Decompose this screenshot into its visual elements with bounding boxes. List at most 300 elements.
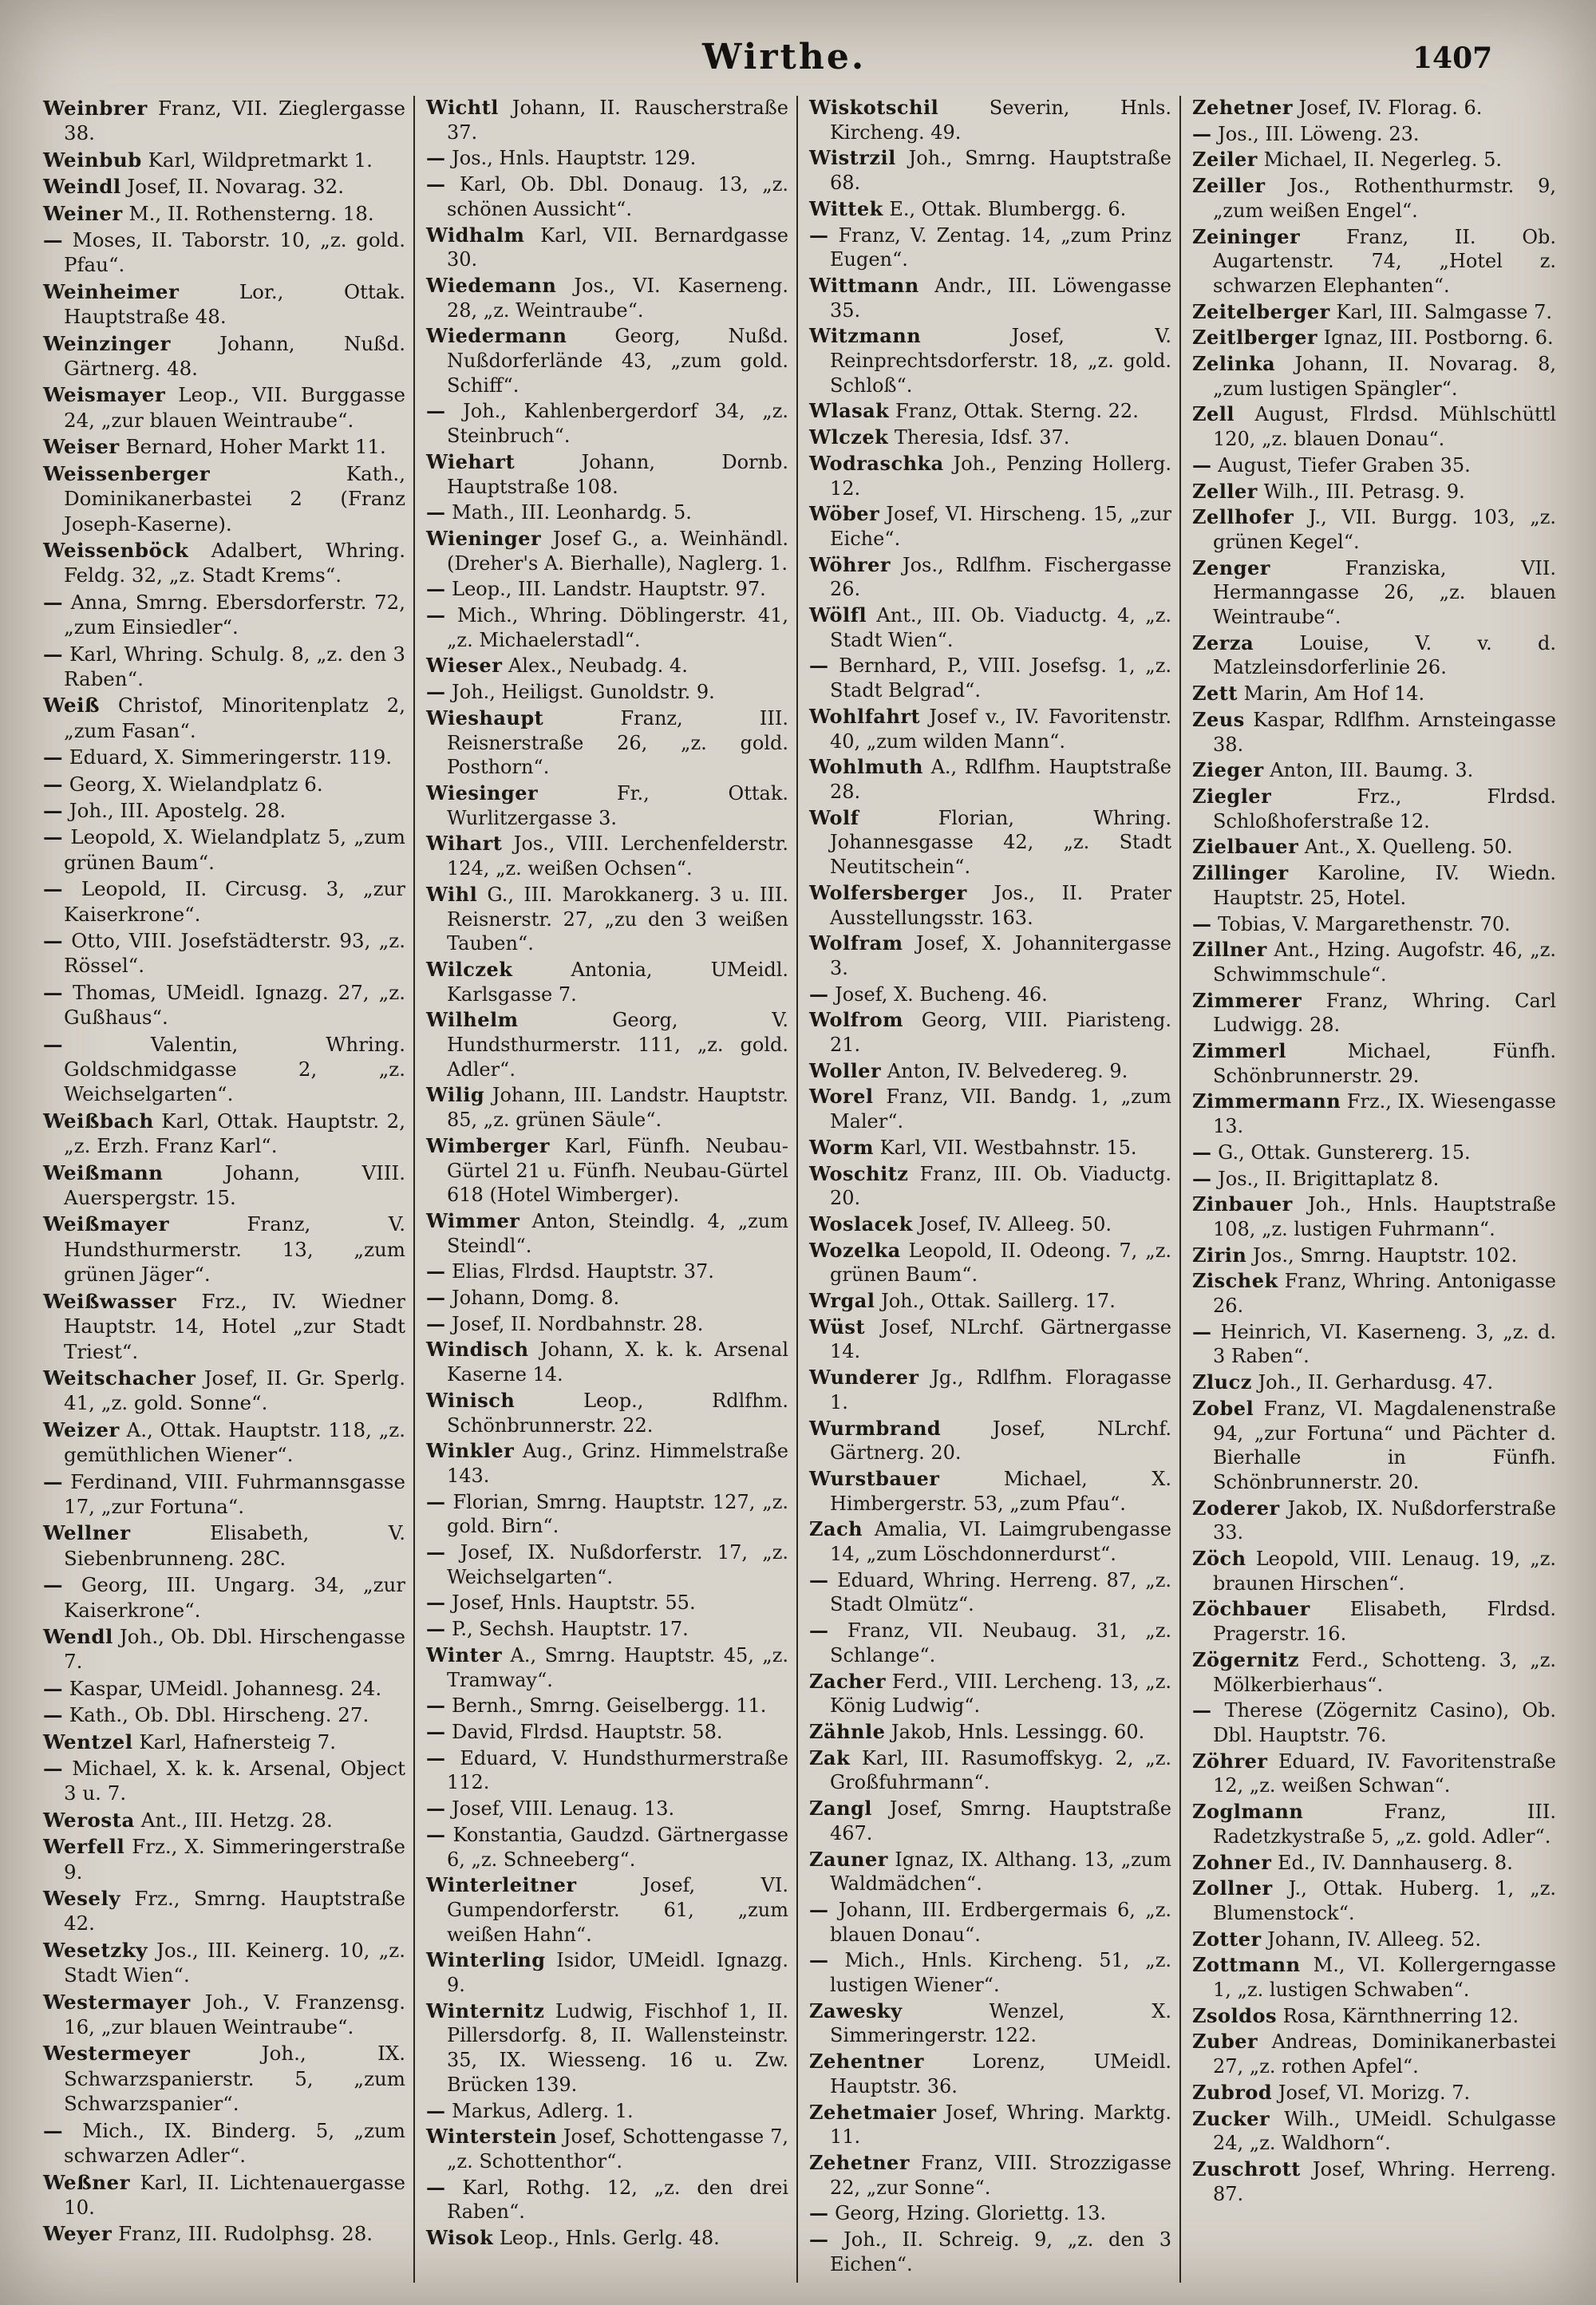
directory-entry: Zöchbauer Elisabeth, Flrdsd. Pragerstr. 16. bbox=[1192, 1597, 1556, 1646]
entry-surname: — bbox=[426, 1822, 446, 1846]
entry-surname: Weissenböck bbox=[43, 538, 189, 562]
directory-entry: — Leopold, X. Wielandplatz 5, „zum grünen Baum“. bbox=[43, 825, 405, 874]
directory-entry: Zöhrer Eduard, IV. Favoritenstraße 12, „z. weißen Schwan“. bbox=[1192, 1749, 1556, 1797]
entry-surname: Zoderer bbox=[1192, 1496, 1280, 1520]
entry-surname: — bbox=[43, 825, 63, 849]
directory-entry: Zehentner Lorenz, UMeidl. Hauptstr. 36. bbox=[809, 2050, 1171, 2097]
directory-entry: — Elias, Flrdsd. Hauptstr. 37. bbox=[426, 1259, 714, 1283]
directory-entry: Zeitlberger Ignaz, III. Postborng. 6. bbox=[1192, 326, 1554, 350]
directory-entry: Zehetmaier Josef, Whring. Marktg. 11. bbox=[809, 2100, 1171, 2149]
entry-surname: — bbox=[426, 1720, 446, 1743]
entry-surname: Wölfl bbox=[809, 603, 867, 627]
entry-surname: Wurstbauer bbox=[809, 1466, 940, 1490]
directory-entry: — Georg, Hzing. Gloriettg. 13. bbox=[809, 2201, 1107, 2225]
entry-surname: Zelinka bbox=[1192, 352, 1276, 376]
directory-entry: Winter A., Smrng. Hauptstr. 45, „z. Tramway“. bbox=[426, 1643, 788, 1691]
entry-surname: Wolfrom bbox=[809, 1008, 903, 1032]
entry-surname: Zeininger bbox=[1192, 224, 1301, 248]
directory-entry: Wesely Frz., Smrng. Hauptstraße 42. bbox=[43, 1887, 405, 1935]
entry-surname: Wihl bbox=[426, 882, 478, 906]
entry-surname: Wiedemann bbox=[426, 273, 557, 297]
directory-entry: Weismayer Leop., VII. Burggasse 24, „zur blauen Weintraube“. bbox=[43, 383, 405, 432]
directory-entry: Wiedemann Jos., VI. Kaserneng. 28, „z. Weintraube“. bbox=[426, 273, 788, 322]
entry-surname: — bbox=[426, 146, 446, 170]
entry-surname: Winterling bbox=[426, 1948, 546, 1972]
entry-surname: — bbox=[426, 1591, 446, 1615]
entry-surname: — bbox=[809, 2228, 829, 2252]
directory-entry: Zöch Leopold, VIII. Lenaug. 19, „z. braunen Hirschen“. bbox=[1192, 1547, 1556, 1595]
directory-entry: — August, Tiefer Graben 35. bbox=[1192, 453, 1471, 476]
column-3 bbox=[798, 96, 1181, 2283]
entry-surname: Zehetner bbox=[809, 2150, 910, 2174]
entry-surname: Wodraschka bbox=[809, 451, 944, 475]
entry-surname: — bbox=[426, 500, 446, 524]
entry-surname: — bbox=[43, 1469, 63, 1493]
entry-surname: Weißmayer bbox=[43, 1212, 170, 1236]
column-2 bbox=[415, 96, 798, 2283]
directory-entry: — Valentin, Whring. Goldschmidgasse 2, „z. Weichselgarten“. bbox=[43, 1032, 405, 1106]
entry-surname: — bbox=[426, 603, 446, 627]
page-number: 1407 bbox=[1412, 42, 1493, 75]
entry-surname: Wimmer bbox=[426, 1208, 520, 1232]
directory-entry: — Mich., Hnls. Kircheng. 51, „z. lustigen Wiener“. bbox=[809, 1948, 1171, 1997]
entry-surname: Weinbrer bbox=[43, 97, 148, 120]
directory-entry: Wöhrer Jos., Rdlfhm. Fischergasse 26. bbox=[809, 552, 1171, 601]
directory-entry: — Jos., III. Löweng. 23. bbox=[1192, 121, 1420, 145]
entry-surname: Weißmann bbox=[43, 1160, 164, 1184]
directory-entry: Weißbach Karl, Ottak. Hauptstr. 2, „z. Erzh. Franz Karl“. bbox=[43, 1109, 405, 1158]
directory-entry: — Joh., III. Apostelg. 28. bbox=[43, 798, 286, 822]
directory-entry: Werfell Frz., X. Simmeringerstraße 9. bbox=[43, 1835, 405, 1884]
entry-surname: Werfell bbox=[43, 1835, 125, 1859]
entry-surname: Weßner bbox=[43, 2170, 131, 2194]
entry-surname: Windisch bbox=[426, 1338, 529, 1362]
entry-surname: Wlczek bbox=[809, 425, 889, 449]
directory-entry: Wiskotschil Severin, Hnls. Kircheng. 49. bbox=[809, 96, 1171, 144]
entry-surname: — bbox=[43, 642, 63, 666]
directory-entry: — Joh., Heiligst. Gunoldstr. 9. bbox=[426, 680, 715, 704]
directory-entry: Woller Anton, IV. Belvedereg. 9. bbox=[809, 1058, 1128, 1082]
directory-entry: — Eduard, V. Hundsthurmerstraße 112. bbox=[426, 1746, 788, 1794]
entry-surname: Zellhofer bbox=[1192, 505, 1294, 529]
entry-surname: Witzmann bbox=[809, 324, 922, 348]
entry-surname: Zett bbox=[1192, 682, 1238, 706]
directory-entry: Zobel Franz, VI. Magdalenenstraße 94, „zur Fortuna“ und Pächter d. Bierhalle in Fünfh. Schönbrunnerstr. 20. bbox=[1192, 1396, 1556, 1493]
directory-entry: — Eduard, X. Simmeringerstr. 119. bbox=[43, 745, 393, 769]
entry-surname: — bbox=[426, 1286, 446, 1310]
directory-entry: Wurstbauer Michael, X. Himbergerstr. 53, „zum Pfau“. bbox=[809, 1466, 1171, 1515]
directory-entry: — Otto, VIII. Josefstädterstr. 93, „z. Rössel“. bbox=[43, 929, 405, 978]
directory-entry: Wunderer Jg., Rdlfhm. Floragasse 1. bbox=[809, 1366, 1171, 1413]
directory-entry: Zubrod Josef, VI. Morizg. 7. bbox=[1192, 2080, 1471, 2104]
entry-surname: Zell bbox=[1192, 402, 1235, 426]
entry-surname: Zauner bbox=[809, 1847, 888, 1871]
directory-entry: — Josef, X. Bucheng. 46. bbox=[809, 982, 1048, 1006]
entry-surname: — bbox=[43, 1676, 63, 1700]
directory-entry: — Kaspar, UMeidl. Johannesg. 24. bbox=[43, 1676, 382, 1700]
directory-entry: Zimmerl Michael, Fünfh. Schönbrunnerstr. 29. bbox=[1192, 1039, 1556, 1087]
directory-entry: Wimberger Karl, Fünfh. Neubau-Gürtel 21 u. Fünfh. Neubau-Gürtel 618 (Hotel Wimberger). bbox=[426, 1133, 788, 1207]
entry-surname: Wilig bbox=[426, 1083, 485, 1107]
entry-surname: Wurmbrand bbox=[809, 1416, 942, 1440]
directory-entry: — Kath., Ob. Dbl. Hirscheng. 27. bbox=[43, 1703, 369, 1727]
entry-surname: — bbox=[809, 223, 829, 247]
directory-entry: Zischek Franz, Whring. Antonigasse 26. bbox=[1192, 1269, 1556, 1318]
entry-surname: Zillner bbox=[1192, 938, 1267, 962]
directory-entry: — Josef, Hnls. Hauptstr. 55. bbox=[426, 1591, 696, 1615]
entry-surname: Zawesky bbox=[809, 1999, 903, 2022]
directory-entry: — Eduard, Whring. Herreng. 87, „z. Stadt Olmütz“. bbox=[809, 1568, 1171, 1616]
directory-entry: Wlczek Theresia, Idsf. 37. bbox=[809, 425, 1070, 449]
entry-surname: Zuber bbox=[1192, 2030, 1258, 2054]
entry-surname: Wilczek bbox=[426, 957, 513, 981]
entry-surname: — bbox=[426, 399, 446, 423]
entry-surname: Wohlmuth bbox=[809, 755, 923, 779]
column-1 bbox=[32, 96, 415, 2283]
entry-surname: Zeller bbox=[1192, 479, 1258, 503]
entry-surname: Westermayer bbox=[43, 1990, 191, 2014]
directory-entry: — Georg, III. Ungarg. 34, „zur Kaiserkrone“. bbox=[43, 1573, 405, 1622]
entry-surname: — bbox=[426, 680, 446, 704]
entry-surname: Zeitlberger bbox=[1192, 326, 1317, 350]
entry-surname: Weißbach bbox=[43, 1109, 154, 1133]
entry-surname: — bbox=[426, 1311, 446, 1335]
entry-surname: — bbox=[809, 1568, 829, 1591]
entry-surname: Zieger bbox=[1192, 758, 1264, 782]
directory-entry: Woslacek Josef, IV. Alleeg. 50. bbox=[809, 1212, 1112, 1236]
entry-surname: Wolf bbox=[809, 805, 859, 829]
entry-surname: Weismayer bbox=[43, 383, 166, 407]
page-header bbox=[0, 30, 1596, 86]
entry-surname: — bbox=[1192, 453, 1212, 476]
entry-surname: Wiskotschil bbox=[809, 96, 939, 119]
entry-surname: Weinheimer bbox=[43, 279, 180, 303]
directory-entry: Zillner Ant., Hzing. Augofstr. 46, „z. Schwimmschule“. bbox=[1192, 938, 1556, 986]
directory-entry: Weyer Franz, III. Rudolphsg. 28. bbox=[43, 2222, 373, 2246]
directory-entry: Zähnle Jakob, Hnls. Lessingg. 60. bbox=[809, 1720, 1145, 1743]
entry-surname: Weißwasser bbox=[43, 1289, 177, 1313]
entry-surname: Zeiller bbox=[1192, 174, 1266, 198]
directory-entry: Zeus Kaspar, Rdlfhm. Arnsteingasse 38. bbox=[1192, 707, 1556, 756]
entry-surname: Woschitz bbox=[809, 1161, 909, 1185]
entry-surname: — bbox=[43, 590, 63, 614]
entry-surname: — bbox=[426, 1489, 446, 1513]
directory-entry: Wieninger Josef G., a. Weinhändl. (Dreher's A. Bierhalle), Naglerg. 1. bbox=[426, 526, 788, 575]
entry-surname: Winternitz bbox=[426, 1999, 545, 2022]
directory-entry: Wolfrom Georg, VIII. Piaristeng. 21. bbox=[809, 1008, 1171, 1057]
entry-surname: Wesetzky bbox=[43, 1938, 148, 1962]
directory-entry: — Bernh., Smrng. Geiselbergg. 11. bbox=[426, 1694, 767, 1718]
directory-entry: — Johann, III. Erdbergermais 6, „z. blauen Donau“. bbox=[809, 1897, 1171, 1946]
entry-surname: Woller bbox=[809, 1058, 882, 1082]
entry-surname: — bbox=[426, 1617, 446, 1641]
entry-surname: Ziegler bbox=[1192, 784, 1272, 808]
entry-surname: Zeus bbox=[1192, 707, 1245, 731]
directory-entry: Weiser Bernard, Hoher Markt 11. bbox=[43, 435, 386, 459]
directory-entry: Weißwasser Frz., IV. Wiedner Hauptstr. 14, Hotel „zur Stadt Triest“. bbox=[43, 1289, 405, 1363]
directory-columns bbox=[32, 96, 1564, 2283]
entry-surname: Zak bbox=[809, 1746, 851, 1769]
entry-surname: Wieninger bbox=[426, 526, 542, 550]
directory-entry: Winterleitner Josef, VI. Gumpendorferstr. 61, „zum weißen Hahn“. bbox=[426, 1873, 788, 1946]
directory-entry: — Mich., IX. Binderg. 5, „zum schwarzen Adler“. bbox=[43, 2118, 405, 2168]
entry-surname: Wilhelm bbox=[426, 1008, 519, 1032]
directory-entry: Zeininger Franz, II. Ob. Augartenstr. 74, „Hotel z. schwarzen Elephanten“. bbox=[1192, 224, 1556, 297]
directory-entry: Wilhelm Georg, V. Hundsthurmerstr. 111, „z. gold. Adler“. bbox=[426, 1008, 788, 1081]
entry-surname: — bbox=[1192, 121, 1212, 145]
entry-surname: Zillinger bbox=[1192, 861, 1289, 885]
entry-surname: — bbox=[426, 577, 446, 601]
directory-entry: Wieser Alex., Neubadg. 4. bbox=[426, 654, 688, 678]
directory-entry: Witzmann Josef, V. Reinprechtsdorferstr. 18, „z. gold. Schloß“. bbox=[809, 324, 1171, 397]
directory-entry: Weinbrer Franz, VII. Zieglergasse 38. bbox=[43, 97, 405, 145]
entry-surname: Weinzinger bbox=[43, 331, 171, 355]
directory-entry: — Thomas, UMeidl. Ignazg. 27, „z. Gußhaus“. bbox=[43, 980, 405, 1030]
entry-surname: Wittek bbox=[809, 196, 883, 220]
directory-entry: — Leopold, II. Circusg. 3, „zur Kaiserkrone“. bbox=[43, 877, 405, 926]
directory-entry: Wilczek Antonia, UMeidl. Karlsgasse 7. bbox=[426, 957, 788, 1006]
entry-surname: Widhalm bbox=[426, 223, 525, 247]
directory-entry: Winterstein Josef, Schottengasse 7, „z. Schottenthor“. bbox=[426, 2125, 788, 2173]
directory-entry: Wichtl Johann, II. Rauscherstraße 37. bbox=[426, 96, 788, 144]
directory-entry: Wlasak Franz, Ottak. Sterng. 22. bbox=[809, 399, 1139, 423]
entry-surname: Zehetmaier bbox=[809, 2100, 937, 2124]
directory-entry: — Moses, II. Taborstr. 10, „z. gold. Pfau“. bbox=[43, 228, 405, 277]
directory-entry: Wozelka Leopold, II. Odeong. 7, „z. grünen Baum“. bbox=[809, 1238, 1171, 1287]
directory-entry: Wohlfahrt Josef v., IV. Favoritenstr. 40, „zum wilden Mann“. bbox=[809, 704, 1171, 753]
directory-entry: Weißmann Johann, VIII. Auerspergstr. 15. bbox=[43, 1160, 405, 1210]
directory-entry: Wolfersberger Jos., II. Prater Ausstellungsstr. 163. bbox=[809, 880, 1171, 929]
entry-surname: Wiesinger bbox=[426, 781, 539, 805]
entry-surname: Zach bbox=[809, 1517, 863, 1541]
directory-entry: Zimmermann Frz., IX. Wiesengasse 13. bbox=[1192, 1089, 1556, 1138]
directory-entry: Zinbauer Joh., Hnls. Hauptstraße 108, „z. lustigen Fuhrmann“. bbox=[1192, 1192, 1556, 1240]
directory-entry: Wieshaupt Franz, III. Reisnerstraße 26, „z. gold. Posthorn“. bbox=[426, 706, 788, 779]
entry-surname: Zlucz bbox=[1192, 1370, 1252, 1394]
entry-surname: Zöhrer bbox=[1192, 1749, 1268, 1773]
entry-surname: — bbox=[426, 172, 446, 196]
directory-entry: Wolfram Josef, X. Johannitergasse 3. bbox=[809, 931, 1171, 979]
directory-entry: Weßner Karl, II. Lichtenauergasse 10. bbox=[43, 2170, 405, 2219]
directory-entry: Zögernitz Ferd., Schotteng. 3, „z. Mölkerbierhaus“. bbox=[1192, 1647, 1556, 1696]
directory-entry: — Karl, Ob. Dbl. Donaug. 13, „z. schönen Aussicht“. bbox=[426, 172, 788, 220]
entry-surname: — bbox=[1192, 1140, 1212, 1164]
entry-surname: Wieser bbox=[426, 654, 503, 678]
entry-surname: — bbox=[1192, 1166, 1212, 1190]
entry-surname: Zischek bbox=[1192, 1269, 1278, 1293]
directory-entry: Weinbub Karl, Wildpretmarkt 1. bbox=[43, 148, 373, 172]
directory-entry: Wistrzil Joh., Smrng. Hauptstraße 68. bbox=[809, 146, 1171, 195]
directory-entry: Zoglmann Franz, III. Radetzkystraße 5, „z. gold. Adler“. bbox=[1192, 1800, 1556, 1848]
entry-surname: — bbox=[809, 2201, 829, 2225]
entry-surname: Zenger bbox=[1192, 555, 1270, 579]
directory-entry: — G., Ottak. Gunstererg. 15. bbox=[1192, 1140, 1471, 1164]
directory-entry: Winterling Isidor, UMeidl. Ignazg. 9. bbox=[426, 1948, 788, 1997]
entry-surname: Weiner bbox=[43, 201, 123, 225]
entry-surname: — bbox=[43, 980, 63, 1004]
page-title: Wirthe. bbox=[702, 37, 867, 77]
directory-entry: Wittmann Andr., III. Löwengasse 35. bbox=[809, 273, 1171, 322]
directory-entry: Zeitelberger Karl, III. Salmgasse 7. bbox=[1192, 299, 1552, 323]
entry-surname: — bbox=[43, 772, 63, 796]
directory-entry: Zenger Franziska, VII. Hermanngasse 26, „z. blauen Weintraube“. bbox=[1192, 555, 1556, 629]
directory-entry: Weindl Josef, II. Novarag. 32. bbox=[43, 175, 344, 199]
directory-entry: — Karl, Rothg. 12, „z. den drei Raben“. bbox=[426, 2175, 788, 2224]
directory-entry: Zottmann M., VI. Kollergerngasse 1, „z. lustigen Schwaben“. bbox=[1192, 1953, 1556, 2002]
entry-surname: — bbox=[1192, 1698, 1212, 1722]
entry-surname: Wozelka bbox=[809, 1238, 901, 1262]
directory-entry: Zawesky Wenzel, X. Simmeringerstr. 122. bbox=[809, 1999, 1171, 2047]
directory-entry: Zirin Jos., Smrng. Hauptstr. 102. bbox=[1192, 1243, 1518, 1267]
entry-surname: — bbox=[43, 1573, 63, 1597]
directory-entry: Zellhofer J., VII. Burgg. 103, „z. grünen Kegel“. bbox=[1192, 505, 1556, 553]
directory-entry: — Florian, Smrng. Hauptstr. 127, „z. gold. Birn“. bbox=[426, 1489, 788, 1538]
entry-surname: Zottmann bbox=[1192, 1953, 1301, 1977]
entry-surname: — bbox=[426, 1694, 446, 1718]
entry-surname: Wisok bbox=[426, 2226, 494, 2250]
directory-entry: Wimmer Anton, Steindlg. 4, „zum Steindl“. bbox=[426, 1208, 788, 1257]
directory-entry: Wilig Johann, III. Landstr. Hauptstr. 85, „z. grünen Säule“. bbox=[426, 1083, 788, 1132]
directory-entry: Zelinka Johann, II. Novarag. 8, „zum lustigen Spängler“. bbox=[1192, 352, 1556, 400]
directory-entry: Zieger Anton, III. Baumg. 3. bbox=[1192, 758, 1474, 782]
directory-entry: Wentzel Karl, Hafnersteig 7. bbox=[43, 1730, 336, 1753]
entry-surname: Zöchbauer bbox=[1192, 1597, 1310, 1621]
entry-surname: — bbox=[426, 1797, 446, 1821]
directory-entry: — Joh., Kahlenbergerdorf 34, „z. Steinbruch“. bbox=[426, 399, 788, 448]
entry-surname: — bbox=[43, 929, 63, 952]
directory-entry: Westermeyer Joh., IX. Schwarzspanierstr. 5, „zum Schwarzspanier“. bbox=[43, 2042, 405, 2116]
directory-entry: — Math., III. Leonhardg. 5. bbox=[426, 500, 692, 524]
entry-surname: Zotter bbox=[1192, 1927, 1262, 1951]
directory-entry: Windisch Johann, X. k. k. Arsenal Kaserne 14. bbox=[426, 1338, 788, 1386]
entry-surname: — bbox=[809, 654, 829, 678]
entry-surname: Zähnle bbox=[809, 1720, 886, 1743]
entry-surname: Weissenberger bbox=[43, 461, 211, 485]
directory-entry: Zerza Louise, V. v. d. Matzleinsdorferlinie 26. bbox=[1192, 631, 1556, 679]
entry-surname: Wunderer bbox=[809, 1366, 919, 1390]
directory-entry: Zotter Johann, IV. Alleeg. 52. bbox=[1192, 1927, 1482, 1951]
entry-surname: — bbox=[43, 1757, 63, 1780]
directory-entry: Zehetner Josef, IV. Florag. 6. bbox=[1192, 96, 1483, 119]
directory-entry: Worel Franz, VII. Bandg. 1, „zum Maler“. bbox=[809, 1085, 1171, 1133]
directory-entry: Worm Karl, VII. Westbahnstr. 15. bbox=[809, 1135, 1137, 1159]
entry-surname: Wendl bbox=[43, 1624, 113, 1648]
entry-surname: Zsoldos bbox=[1192, 2003, 1277, 2027]
directory-entry: Weiß Christof, Minoritenplatz 2, „zum Fasan“. bbox=[43, 694, 405, 742]
directory-entry: Wüst Josef, NLrchf. Gärtnergasse 14. bbox=[809, 1315, 1171, 1363]
entry-surname: — bbox=[426, 2098, 446, 2122]
directory-entry: Zuber Andreas, Dominikanerbastei 27, „z. rothen Apfel“. bbox=[1192, 2030, 1556, 2078]
directory-entry: Zsoldos Rosa, Kärnthnerring 12. bbox=[1192, 2003, 1519, 2027]
directory-entry: Wihl G., III. Marokkanerg. 3 u. III. Reisnerstr. 27, „zu den 3 weißen Tauben“. bbox=[426, 882, 788, 955]
directory-entry: — Franz, V. Zentag. 14, „zum Prinz Eugen“. bbox=[809, 223, 1171, 271]
entry-surname: Weizer bbox=[43, 1417, 120, 1441]
directory-entry: Ziegler Frz., Flrdsd. Schloßhoferstraße 12. bbox=[1192, 784, 1556, 832]
directory-entry: Wiehart Johann, Dornb. Hauptstraße 108. bbox=[426, 449, 788, 498]
directory-entry: Wrgal Joh., Ottak. Saillerg. 17. bbox=[809, 1289, 1116, 1313]
entry-surname: Wichtl bbox=[426, 96, 499, 119]
directory-entry: — Konstantia, Gaudzd. Gärtnergasse 6, „z. Schneeberg“. bbox=[426, 1822, 788, 1871]
entry-surname: Weindl bbox=[43, 175, 121, 199]
directory-entry: — Josef, IX. Nußdorferstr. 17, „z. Weichselgarten“. bbox=[426, 1540, 788, 1588]
directory-entry: — Johann, Domg. 8. bbox=[426, 1286, 620, 1310]
directory-entry: — David, Flrdsd. Hauptstr. 58. bbox=[426, 1720, 723, 1743]
directory-entry: Woschitz Franz, III. Ob. Viaductg. 20. bbox=[809, 1161, 1171, 1210]
entry-surname: Weyer bbox=[43, 2222, 113, 2246]
entry-surname: Wiedermann bbox=[426, 324, 567, 348]
directory-entry: Wodraschka Joh., Penzing Hollerg. 12. bbox=[809, 451, 1171, 500]
entry-surname: Zimmerer bbox=[1192, 988, 1302, 1012]
entry-surname: Zimmermann bbox=[1192, 1089, 1341, 1113]
directory-entry: Zucker Wilh., UMeidl. Schulgasse 24, „z. Waldhorn“. bbox=[1192, 2106, 1556, 2155]
entry-surname: Wohlfahrt bbox=[809, 704, 921, 728]
directory-entry: — Jos., Hnls. Hauptstr. 129. bbox=[426, 146, 697, 170]
entry-surname: Winterleitner bbox=[426, 1873, 577, 1897]
directory-entry: Wohlmuth A., Rdlfhm. Hauptstraße 28. bbox=[809, 755, 1171, 803]
directory-entry: — Jos., II. Brigittaplatz 8. bbox=[1192, 1166, 1440, 1190]
directory-entry: Zach Amalia, VI. Laimgrubengasse 14, „zum Löschdonnerdurst“. bbox=[809, 1517, 1171, 1566]
entry-surname: — bbox=[43, 745, 63, 769]
directory-entry: Weitschacher Josef, II. Gr. Sperlg. 41, „z. gold. Sonne“. bbox=[43, 1366, 405, 1415]
directory-entry: Weinheimer Lor., Ottak. Hauptstraße 48. bbox=[43, 279, 405, 329]
directory-entry: Wöber Josef, VI. Hirscheng. 15, „zur Eiche“. bbox=[809, 502, 1171, 550]
entry-surname: Zoglmann bbox=[1192, 1800, 1304, 1824]
entry-surname: Winkler bbox=[426, 1439, 515, 1463]
directory-entry: Zeiler Michael, II. Negerleg. 5. bbox=[1192, 148, 1503, 172]
directory-entry: — P., Sechsh. Hauptstr. 17. bbox=[426, 1617, 689, 1641]
directory-entry: Weißmayer Franz, V. Hundsthurmerstr. 13, „zum grünen Jäger“. bbox=[43, 1212, 405, 1287]
entry-surname: — bbox=[43, 1703, 63, 1727]
directory-entry: Weiner M., II. Rothensterng. 18. bbox=[43, 201, 374, 225]
entry-surname: — bbox=[426, 1540, 446, 1564]
entry-surname: Winterstein bbox=[426, 2125, 558, 2149]
directory-entry: Winternitz Ludwig, Fischhof 1, II. Pillersdorfg. 8, II. Wallensteinstr. 35, IX. Wiesseng. 16 u. Zw. Brücken 139. bbox=[426, 1999, 788, 2096]
entry-surname: Wlasak bbox=[809, 399, 890, 423]
entry-surname: Woslacek bbox=[809, 1212, 913, 1236]
directory-entry: Wiedermann Georg, Nußd. Nußdorferlände 43, „zum gold. Schiff“. bbox=[426, 324, 788, 397]
entry-surname: Zeitelberger bbox=[1192, 299, 1330, 323]
entry-surname: — bbox=[43, 1032, 63, 1056]
entry-surname: Zirin bbox=[1192, 1243, 1247, 1267]
directory-entry: Zillinger Karoline, IV. Wiedn. Hauptstr. 25, Hotel. bbox=[1192, 861, 1556, 909]
directory-entry: — Heinrich, VI. Kaserneng. 3, „z. d. 3 Raben“. bbox=[1192, 1319, 1556, 1368]
directory-entry: — Tobias, V. Margarethenstr. 70. bbox=[1192, 911, 1511, 935]
directory-entry: Wendl Joh., Ob. Dbl. Hirschengasse 7. bbox=[43, 1624, 405, 1674]
entry-surname: Wüst bbox=[809, 1315, 866, 1338]
entry-surname: Zehetner bbox=[1192, 96, 1293, 119]
entry-surname: Wihart bbox=[426, 832, 503, 856]
entry-surname: — bbox=[809, 1897, 829, 1921]
entry-surname: — bbox=[43, 798, 63, 822]
directory-entry: Winisch Leop., Rdlfhm. Schönbrunnerstr. 22. bbox=[426, 1388, 788, 1437]
entry-surname: — bbox=[43, 228, 63, 252]
entry-surname: — bbox=[1192, 911, 1212, 935]
directory-entry: — Mich., Whring. Döblingerstr. 41, „z. Michaelerstadl“. bbox=[426, 603, 788, 651]
directory-entry: — Josef, II. Nordbahnstr. 28. bbox=[426, 1311, 704, 1335]
entry-surname: Wiehart bbox=[426, 449, 516, 473]
directory-entry: Zeiller Jos., Rothenthurmstr. 9, „zum weißen Engel“. bbox=[1192, 174, 1556, 222]
directory-entry: — Anna, Smrng. Ebersdorferstr. 72, „zum Einsiedler“. bbox=[43, 590, 405, 639]
directory-entry: Wesetzky Jos., III. Keinerg. 10, „z. Stadt Wien“. bbox=[43, 1938, 405, 1987]
directory-entry: Zak Karl, III. Rasumoffskyg. 2, „z. Großfuhrmann“. bbox=[809, 1746, 1171, 1794]
entry-surname: Wistrzil bbox=[809, 146, 896, 170]
directory-entry: Zett Marin, Am Hof 14. bbox=[1192, 682, 1425, 706]
directory-entry: Wurmbrand Josef, NLrchf. Gärtnerg. 20. bbox=[809, 1416, 1171, 1465]
entry-surname: Zielbauer bbox=[1192, 835, 1299, 859]
directory-entry: Weizer A., Ottak. Hauptstr. 118, „z. gemüthlichen Wiener“. bbox=[43, 1417, 405, 1467]
entry-surname: Westermeyer bbox=[43, 2042, 191, 2066]
directory-entry: — Bernhard, P., VIII. Josefsg. 1, „z. Stadt Belgrad“. bbox=[809, 654, 1171, 702]
